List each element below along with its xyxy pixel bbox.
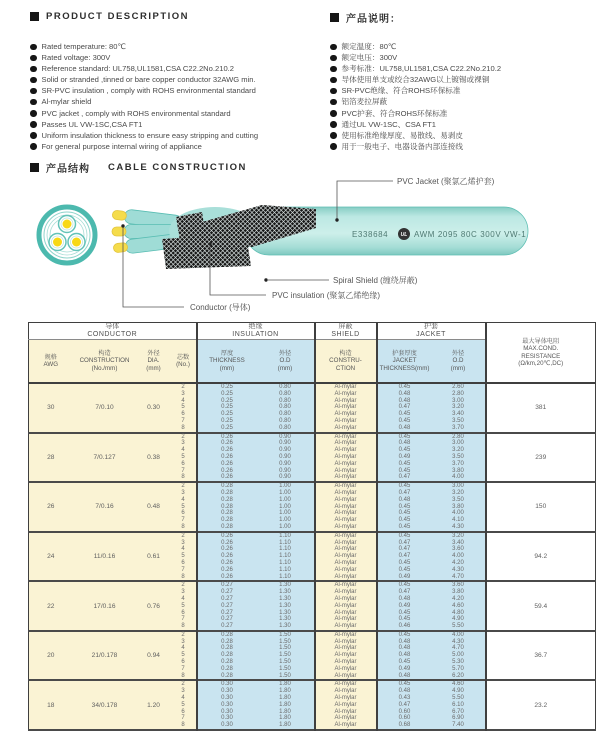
construction-cell: 7/0.127 — [73, 433, 137, 483]
bullet-icon — [330, 44, 337, 51]
jacket-print-code: E338684 — [352, 230, 389, 239]
product-description-list — [30, 42, 325, 153]
notes-item — [330, 120, 595, 130]
bullet-icon — [330, 132, 337, 139]
header-conductor-group: 导体 CONDUCTOR — [29, 323, 197, 340]
header-construction: 构造 CONSTRUCTION (No./mm) — [73, 340, 137, 384]
notes-item — [330, 64, 595, 74]
dia-cell: 0.76 — [137, 581, 171, 631]
conductor-tip — [112, 210, 127, 221]
jacket-od-cell: 4.60 4.90 5.50 6.10 6.70 6.90 7.40 — [432, 680, 486, 730]
description-item — [30, 109, 325, 119]
header-dia: 外径 DIA. (mm) — [137, 340, 171, 384]
header-ins-od: 外径 O.D (mm) — [257, 340, 315, 384]
header-shield-construction: 构造 CONSTRU- CTION — [315, 340, 377, 384]
ins-thickness-cell: 0.28 0.28 0.28 0.28 0.28 0.28 0.28 — [197, 482, 257, 532]
label-conductor: Conductor (导体) — [190, 303, 251, 312]
bullet-icon — [330, 55, 337, 62]
product-notes-title — [330, 10, 401, 25]
jacket-thickness-cell: 0.45 0.47 0.47 0.47 0.45 0.45 0.49 — [377, 532, 432, 582]
bullet-text: SR-PVC绝缘、符合ROHS环保标准 — [341, 86, 461, 96]
ins-thickness-cell: 0.28 0.28 0.28 0.28 0.28 0.28 0.28 — [197, 631, 257, 681]
bullet-icon — [330, 121, 337, 128]
product-description-title — [30, 11, 189, 22]
spec-table-body — [29, 383, 596, 730]
notes-item — [330, 97, 595, 107]
bullet-icon — [30, 121, 37, 128]
description-item — [30, 97, 325, 107]
spec-table — [28, 322, 596, 731]
cores-cell: 2 3 4 5 6 7 8 — [171, 680, 197, 730]
dia-cell: 0.61 — [137, 532, 171, 582]
ins-od-cell: 1.50 1.50 1.50 1.50 1.50 1.50 1.50 — [257, 631, 315, 681]
description-item — [30, 120, 325, 130]
jacket-thickness-cell: 0.45 0.48 0.48 0.48 0.45 0.49 0.48 — [377, 631, 432, 681]
resistance-cell: 381 — [486, 383, 596, 433]
bullet-icon — [330, 143, 337, 150]
notes-item — [330, 42, 595, 52]
shield-cell: Al-mylar Al-mylar Al-mylar Al-mylar Al-mylar Al-mylar Al-mylar — [315, 433, 377, 483]
ins-thickness-cell: 0.26 0.26 0.26 0.26 0.26 0.26 0.26 — [197, 433, 257, 483]
spec-row-awg-26 — [29, 482, 596, 532]
shield-cell: Al-mylar Al-mylar Al-mylar Al-mylar Al-mylar Al-mylar Al-mylar — [315, 482, 377, 532]
construction-cell: 7/0.16 — [73, 482, 137, 532]
construction-cell: 34/0.178 — [73, 680, 137, 730]
cable-construction-diagram — [0, 172, 603, 322]
dia-cell: 1.20 — [137, 680, 171, 730]
bullet-text: Rated voltage: 300V — [41, 53, 111, 63]
label-pvc-insulation: PVC insulation (聚氯乙烯绝缘) — [272, 291, 381, 300]
notes-item — [330, 86, 595, 96]
bullet-icon — [30, 88, 37, 95]
dia-cell: 0.48 — [137, 482, 171, 532]
bullet-text: SR-PVC insulation , comply with ROHS environmental standard — [41, 86, 256, 96]
bullet-icon — [330, 88, 337, 95]
shield-cell: Al-mylar Al-mylar Al-mylar Al-mylar Al-mylar Al-mylar Al-mylar — [315, 631, 377, 681]
header-jacket-od: 外径 O.D (mm) — [432, 340, 486, 384]
ins-thickness-cell: 0.30 0.30 0.30 0.30 0.30 0.30 0.30 — [197, 680, 257, 730]
jacket-print-spec: AWM 2095 80C 300V VW-1 — [414, 230, 527, 239]
bullet-text: 额定电压：300V — [341, 53, 398, 63]
product-notes-title-text: 产品说明： — [346, 14, 401, 25]
cores-cell: 2 3 4 5 6 7 8 — [171, 581, 197, 631]
construction-title-en: CABLE CONSTRUCTION — [108, 162, 247, 173]
spec-row-awg-22 — [29, 581, 596, 631]
resistance-cell: 150 — [486, 482, 596, 532]
bullet-icon — [30, 99, 37, 106]
notes-item — [330, 131, 595, 141]
bullet-text: 导体使用单支或绞合32AWG以上镀锡或裸铜 — [341, 75, 490, 85]
description-item — [30, 142, 325, 152]
construction-cell: 21/0.178 — [73, 631, 137, 681]
bullet-icon — [30, 110, 37, 117]
bullet-icon — [330, 110, 337, 117]
description-item — [30, 131, 325, 141]
dia-cell: 0.94 — [137, 631, 171, 681]
description-item — [30, 42, 325, 52]
header-jacket-group: 护套 JACKET — [377, 323, 486, 340]
spec-row-awg-20 — [29, 631, 596, 681]
bullet-icon — [30, 143, 37, 150]
notes-item — [330, 109, 595, 119]
cable-side-view — [112, 205, 528, 269]
conductor-tip — [113, 242, 128, 253]
shield-cell: Al-mylar Al-mylar Al-mylar Al-mylar Al-mylar Al-mylar Al-mylar — [315, 581, 377, 631]
resistance-cell: 59.4 — [486, 581, 596, 631]
description-item — [30, 86, 325, 96]
jacket-od-cell: 2.60 2.80 3.00 3.20 3.40 3.50 3.70 — [432, 383, 486, 433]
bullet-text: PVC jacket , comply with ROHS environmental standard — [41, 108, 231, 118]
label-spiral-shield: Spiral Shield (缠绕屏蔽) — [333, 276, 418, 285]
bullet-icon — [30, 77, 37, 84]
bullet-text: 铝箔麦拉屏蔽 — [341, 97, 388, 107]
resistance-cell: 94.2 — [486, 532, 596, 582]
conductor-tip — [112, 227, 126, 236]
ins-od-cell: 0.80 0.80 0.80 0.80 0.80 0.80 0.80 — [257, 383, 315, 433]
jacket-od-cell: 3.20 3.40 3.60 4.00 4.20 4.30 4.70 — [432, 532, 486, 582]
ins-thickness-cell: 0.26 0.26 0.26 0.26 0.26 0.26 0.26 — [197, 532, 257, 582]
bullet-icon — [330, 66, 337, 73]
description-item — [30, 75, 325, 85]
header-shield-group: 屏蔽 SHIELD — [315, 323, 377, 340]
bullet-icon — [30, 55, 37, 62]
spec-row-awg-30 — [29, 383, 596, 433]
spec-row-awg-18 — [29, 680, 596, 730]
ins-od-cell: 1.00 1.00 1.00 1.00 1.00 1.00 1.00 — [257, 482, 315, 532]
description-item — [30, 64, 325, 74]
notes-item — [330, 53, 595, 63]
construction-title-zh: 产品结构 — [46, 164, 90, 175]
shield-cell: Al-mylar Al-mylar Al-mylar Al-mylar Al-mylar Al-mylar Al-mylar — [315, 383, 377, 433]
jacket-thickness-cell: 0.45 0.48 0.48 0.47 0.45 0.45 0.48 — [377, 383, 432, 433]
bullet-text: 使用标准绝缘厚度、易散线、易剥皮 — [341, 130, 463, 140]
dia-cell: 0.30 — [137, 383, 171, 433]
construction-cell: 11/0.16 — [73, 532, 137, 582]
label-pvc-jacket: PVC Jacket (聚氯乙烯护套) — [397, 177, 495, 186]
jacket-od-cell: 2.80 3.00 3.20 3.50 3.70 3.80 4.00 — [432, 433, 486, 483]
resistance-cell: 239 — [486, 433, 596, 483]
jacket-thickness-cell: 0.45 0.47 0.48 0.49 0.45 0.45 0.46 — [377, 581, 432, 631]
shield-cell: Al-mylar Al-mylar Al-mylar Al-mylar Al-mylar Al-mylar Al-mylar — [315, 532, 377, 582]
jacket-od-cell: 3.00 3.20 3.50 3.80 4.00 4.10 4.30 — [432, 482, 486, 532]
header-cores: 芯数 (No.) — [171, 340, 197, 384]
product-description-title-text: PRODUCT DESCRIPTION — [46, 11, 190, 22]
notes-item — [330, 142, 595, 152]
header-ins-thickness: 厚度 THICKNESS (mm) — [197, 340, 257, 384]
group-header-row — [29, 323, 596, 340]
awg-cell: 28 — [29, 433, 73, 483]
bullet-text: Uniform insulation thickness to ensure easy stripping and cutting — [41, 130, 259, 140]
jacket-thickness-cell: 0.45 0.48 0.45 0.49 0.45 0.45 0.47 — [377, 433, 432, 483]
bullet-text: 额定温度：80℃ — [341, 42, 397, 51]
ins-od-cell: 1.10 1.10 1.10 1.10 1.10 1.10 1.10 — [257, 532, 315, 582]
bullet-text: Reference standard: UL758,UL1581,CSA C22.2No.210.2 — [41, 64, 235, 74]
cores-cell: 2 3 4 5 6 7 8 — [171, 433, 197, 483]
bullet-text: Passes UL VW-1SC,CSA FT1 — [41, 119, 143, 129]
jacket-od-cell: 3.60 3.80 4.20 4.60 4.80 4.90 5.50 — [432, 581, 486, 631]
awg-cell: 24 — [29, 532, 73, 582]
cable-cross-section-icon — [39, 207, 95, 263]
jacket-thickness-cell: 0.45 0.47 0.48 0.45 0.45 0.45 0.45 — [377, 482, 432, 532]
construction-cell: 17/0.16 — [73, 581, 137, 631]
ul-logo-text: UL — [400, 232, 408, 238]
construction-cell: 7/0.10 — [73, 383, 137, 433]
notes-item — [330, 75, 595, 85]
bullet-icon — [30, 44, 37, 51]
bullet-text: 用于一般电子、电器设备内部连接线 — [341, 141, 463, 151]
black-square-icon — [330, 13, 339, 22]
header-jacket-thickness: 护套厚度 JACKET THICKNESS(mm) — [377, 340, 432, 384]
bullet-icon — [330, 77, 337, 84]
bullet-text: 参考标准：UL758,UL1581,CSA C22.2No.210.2 — [341, 64, 502, 74]
spec-row-awg-24 — [29, 532, 596, 582]
bullet-text: 通过UL VW-1SC、CSA FT1 — [341, 119, 437, 129]
header-awg: 规格 AWG — [29, 340, 73, 384]
header-insulation-group: 绝缘 INSULATION — [197, 323, 315, 340]
spec-row-awg-28 — [29, 433, 596, 483]
bullet-text: Rated temperature: 80℃ — [41, 42, 127, 51]
ins-thickness-cell: 0.25 0.25 0.25 0.25 0.25 0.25 0.25 — [197, 383, 257, 433]
resistance-cell: 36.7 — [486, 631, 596, 681]
black-square-icon — [30, 12, 39, 21]
bullet-text: Solid or stranded ,tinned or bare copper conductor 32AWG min. — [41, 75, 256, 85]
cores-cell: 2 3 4 5 6 7 8 — [171, 532, 197, 582]
cores-cell: 2 3 4 5 6 7 8 — [171, 383, 197, 433]
bullet-text: Al-mylar shield — [41, 97, 92, 107]
ins-od-cell: 1.80 1.80 1.80 1.80 1.80 1.80 1.80 — [257, 680, 315, 730]
awg-cell: 26 — [29, 482, 73, 532]
awg-cell: 18 — [29, 680, 73, 730]
description-item — [30, 53, 325, 63]
awg-cell: 30 — [29, 383, 73, 433]
bullet-text: For general purpose internal wiring of appliance — [41, 141, 202, 151]
shield-cell: Al-mylar Al-mylar Al-mylar Al-mylar Al-mylar Al-mylar Al-mylar — [315, 680, 377, 730]
dia-cell: 0.38 — [137, 433, 171, 483]
header-resistance: 最大导体电阻 MAX.COND. RESISTANCE (Ω/km,20℃,DC) — [486, 323, 596, 384]
black-square-icon — [30, 163, 39, 172]
ins-od-cell: 1.30 1.30 1.30 1.30 1.30 1.30 1.30 — [257, 581, 315, 631]
bullet-icon — [30, 132, 37, 139]
resistance-cell: 23.2 — [486, 680, 596, 730]
bullet-icon — [330, 99, 337, 106]
bullet-text: PVC护套、符合ROHS环保标准 — [341, 108, 448, 118]
bullet-icon — [30, 66, 37, 73]
ins-thickness-cell: 0.27 0.27 0.27 0.27 0.27 0.27 0.27 — [197, 581, 257, 631]
awg-cell: 22 — [29, 581, 73, 631]
cores-cell: 2 3 4 5 6 7 8 — [171, 631, 197, 681]
ins-od-cell: 0.90 0.90 0.90 0.90 0.90 0.90 0.90 — [257, 433, 315, 483]
product-notes-list — [330, 42, 595, 153]
cores-cell: 2 3 4 5 6 7 8 — [171, 482, 197, 532]
jacket-thickness-cell: 0.45 0.48 0.43 0.47 0.60 0.60 0.68 — [377, 680, 432, 730]
jacket-od-cell: 4.00 4.30 4.70 5.00 5.30 5.70 6.20 — [432, 631, 486, 681]
awg-cell: 20 — [29, 631, 73, 681]
